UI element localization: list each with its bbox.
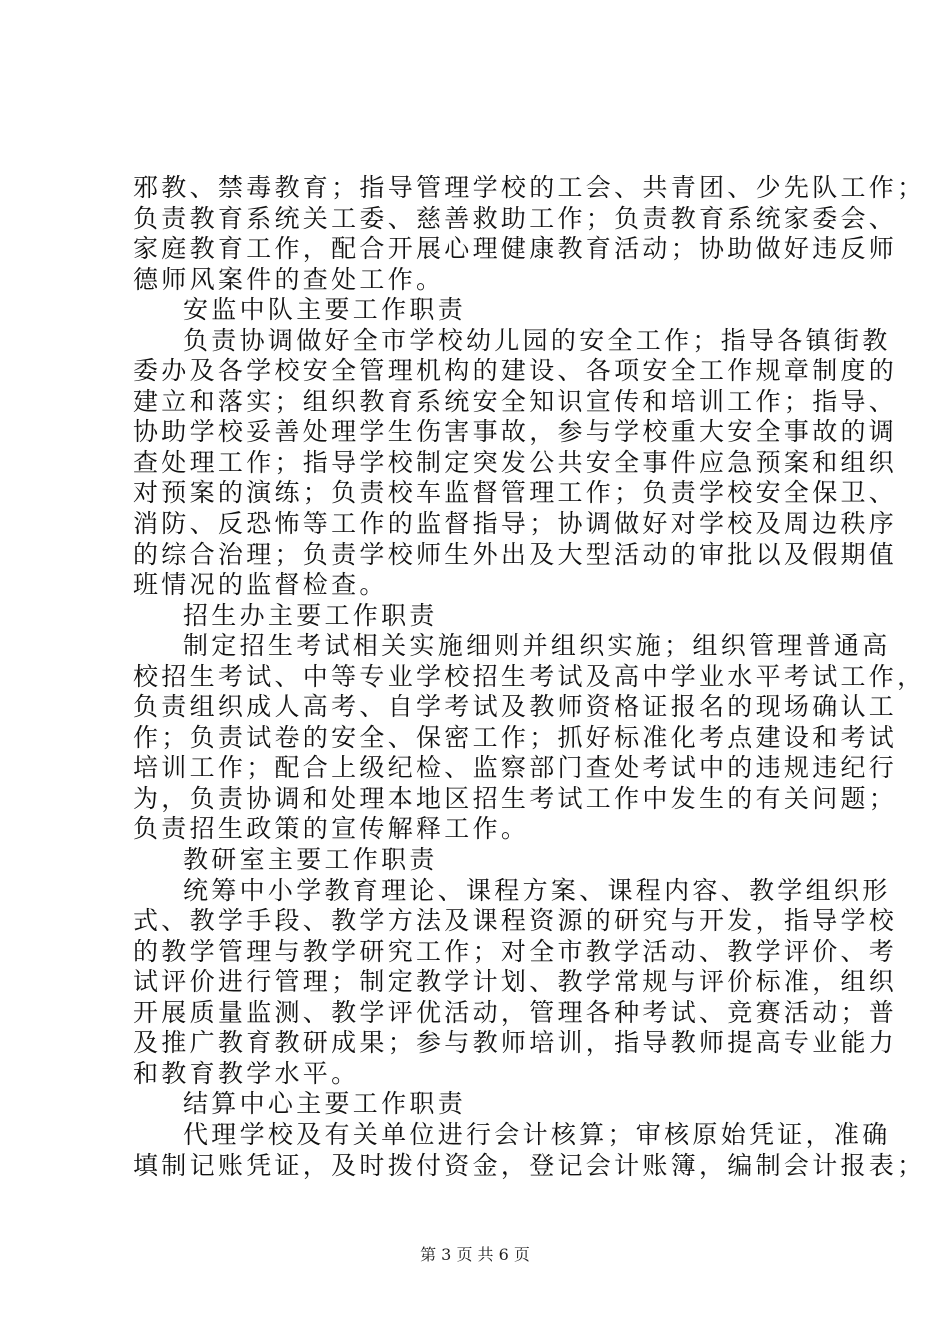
text-line: 负责协调做好全市学校幼儿园的安全工作；指导各镇街教 (183, 325, 891, 355)
text-line: 试评价进行管理；制定教学计划、教学常规与评价标准，组织 (133, 967, 898, 997)
section-heading-settlement: 结算中心主要工作职责 (183, 1089, 467, 1119)
text-line: 对预案的演练；负责校车监督管理工作；负责学校安全保卫、 (133, 478, 898, 508)
text-line: 及推广教育教研成果；参与教师培训，指导教师提高专业能力 (133, 1028, 898, 1058)
text-line: 协助学校妥善处理学生伤害事故，参与学校重大安全事故的调 (133, 417, 898, 447)
text-line: 培训工作；配合上级纪检、监察部门查处考试中的违规违纪行 (133, 753, 898, 783)
section-heading-research: 教研室主要工作职责 (183, 845, 438, 875)
text-line: 的综合治理；负责学校师生外出及大型活动的审批以及假期值 (133, 539, 898, 569)
text-line: 消防、反恐怖等工作的监督指导；协调做好对学校及周边秩序 (133, 509, 898, 539)
text-line: 委办及各学校安全管理机构的建设、各项安全工作规章制度的 (133, 356, 898, 386)
text-line: 校招生考试、中等专业学校招生考试及高中学业水平考试工作， (133, 661, 926, 691)
text-line: 查处理工作；指导学校制定突发公共安全事件应急预案和组织 (133, 447, 898, 477)
text-line: 负责教育系统关工委、慈善救助工作；负责教育系统家委会、 (133, 203, 898, 233)
text-line: 家庭教育工作，配合开展心理健康教育活动；协助做好违反师 (133, 234, 898, 264)
paragraph-safety (133, 325, 898, 601)
paragraph-continuation (133, 173, 926, 295)
text-line: 统筹中小学教育理论、课程方案、课程内容、教学组织形 (183, 875, 891, 905)
text-line: 式、教学手段、教学方法及课程资源的研究与开发，指导学校 (133, 906, 898, 936)
section-heading-safety: 安监中队主要工作职责 (183, 295, 467, 325)
text-line: 填制记账凭证，及时拨付资金，登记会计账簿，编制会计报表； (133, 1150, 926, 1180)
paragraph-research (133, 875, 898, 1090)
text-line: 和教育教学水平。 (133, 1058, 360, 1088)
text-line: 负责招生政策的宣传解释工作。 (133, 814, 530, 844)
text-line: 德师风案件的查处工作。 (133, 264, 445, 294)
text-line: 作；负责试卷的安全、保密工作；抓好标准化考点建设和考试 (133, 722, 898, 752)
text-line: 制定招生考试相关实施细则并组织实施；组织管理普通高 (183, 631, 891, 661)
text-line: 建立和落实；组织教育系统安全知识宣传和培训工作；指导、 (133, 386, 898, 416)
text-line: 的教学管理与教学研究工作；对全市教学活动、教学评价、考 (133, 936, 898, 966)
page-number-footer: 第 3 页 共 6 页 (420, 1245, 530, 1264)
section-heading-admissions: 招生办主要工作职责 (183, 600, 438, 630)
text-line: 邪教、禁毒教育；指导管理学校的工会、共青团、少先队工作； (133, 173, 926, 202)
text-line: 负责组织成人高考、自学考试及教师资格证报名的现场确认工 (133, 692, 898, 722)
text-line: 开展质量监测、教学评优活动，管理各种考试、竞赛活动；普 (133, 997, 898, 1027)
text-line: 为，负责协调和处理本地区招生考试工作中发生的有关问题； (133, 783, 898, 813)
text-line: 代理学校及有关单位进行会计核算；审核原始凭证，准确 (183, 1119, 891, 1149)
text-line: 班情况的监督检查。 (133, 570, 388, 600)
paragraph-admissions (133, 631, 926, 845)
paragraph-settlement (133, 1119, 926, 1181)
document-body (133, 173, 926, 1181)
